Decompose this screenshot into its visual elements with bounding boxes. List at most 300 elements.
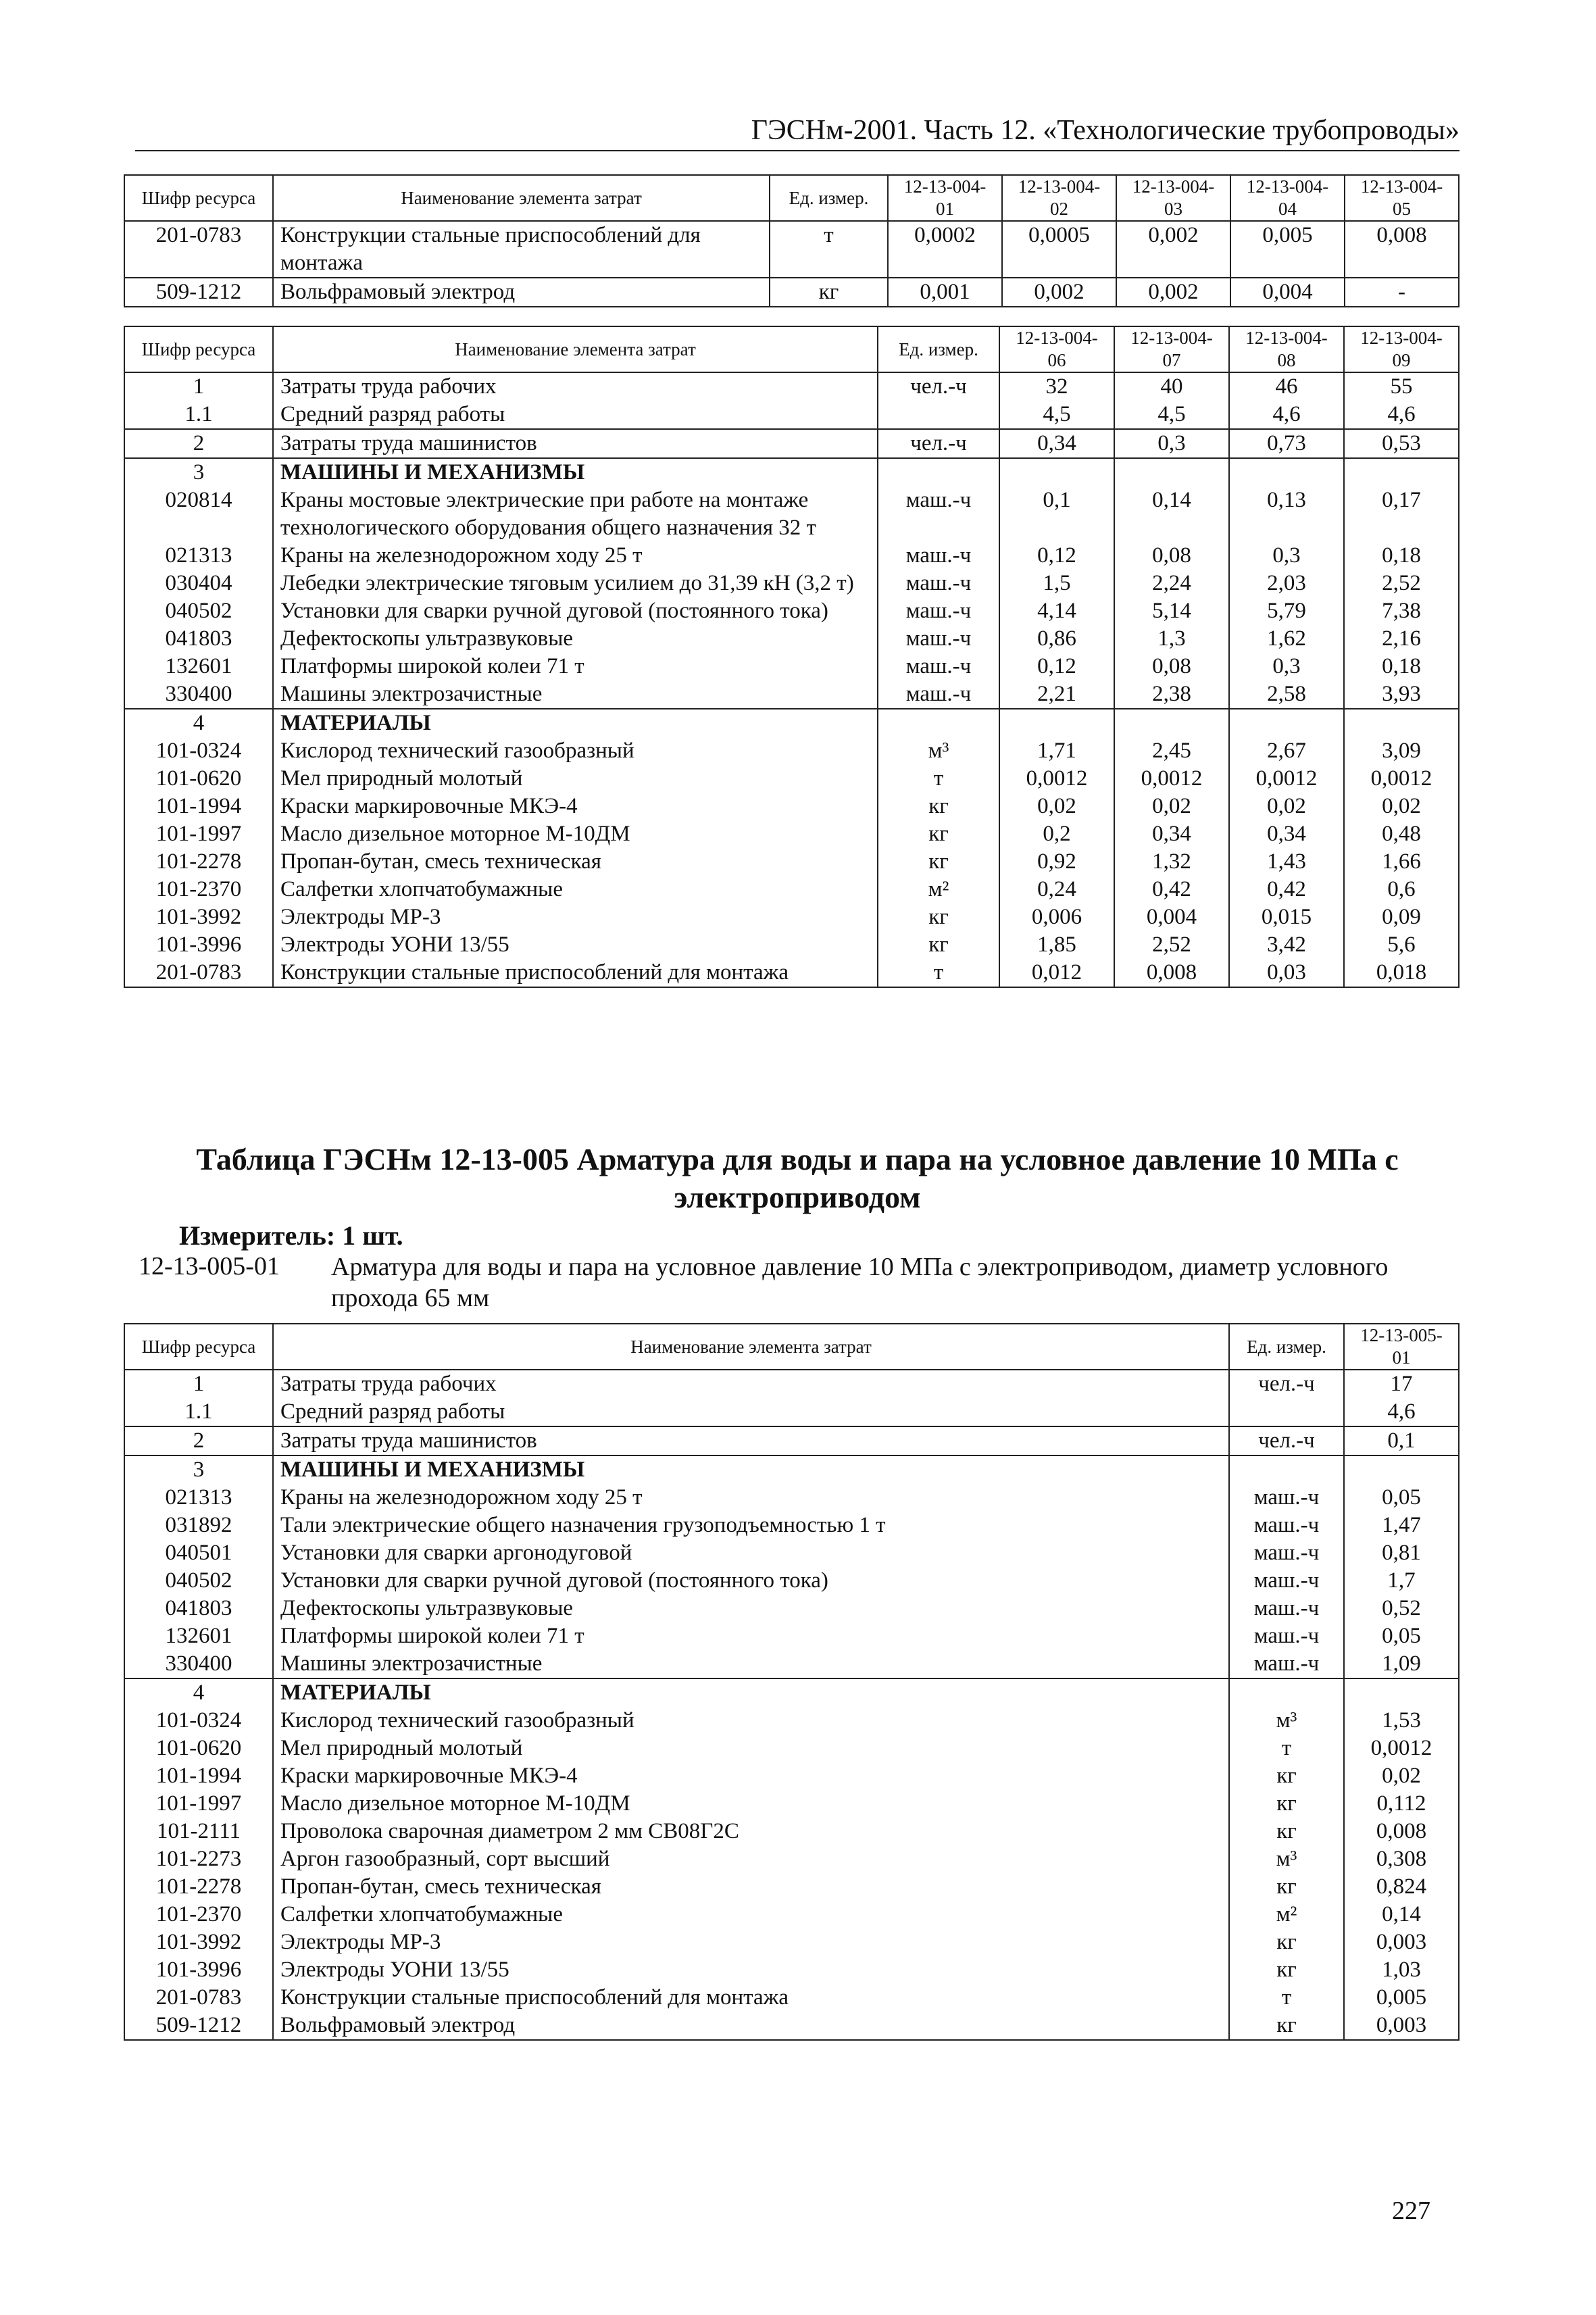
value-cell: 2,67 bbox=[1229, 737, 1344, 765]
unit-cell: кг bbox=[1229, 1928, 1344, 1956]
table-row bbox=[124, 793, 1459, 820]
value-cell: 0,008 bbox=[1345, 221, 1459, 278]
table-row bbox=[124, 903, 1459, 931]
value-cell: 4,5 bbox=[999, 401, 1114, 429]
table-row bbox=[124, 1539, 1459, 1567]
unit-cell: маш.-ч bbox=[1229, 1539, 1344, 1567]
resource-code-cell: 132601 bbox=[124, 653, 273, 680]
resource-code-cell: 101-2370 bbox=[124, 1901, 273, 1928]
cost-element-cell: Мел природный молотый bbox=[273, 765, 878, 793]
value-cell bbox=[1229, 709, 1344, 737]
resource-code-cell: 101-2111 bbox=[124, 1818, 273, 1845]
resource-code-cell: 101-2370 bbox=[124, 876, 273, 903]
resource-code-cell: 101-3992 bbox=[124, 903, 273, 931]
row-group bbox=[124, 1455, 1459, 1678]
column-header: 12-13-004-01 bbox=[888, 175, 1002, 221]
table-row bbox=[124, 1707, 1459, 1735]
value-cell: 1,43 bbox=[1229, 848, 1344, 876]
table-row bbox=[124, 1873, 1459, 1901]
table-row bbox=[124, 278, 1459, 307]
value-cell: 7,38 bbox=[1344, 597, 1459, 625]
cost-element-cell: Кислород технический газообразный bbox=[273, 737, 878, 765]
value-cell: 0,0012 bbox=[1114, 765, 1229, 793]
table-row bbox=[124, 1735, 1459, 1762]
unit-cell: т bbox=[770, 221, 888, 278]
value-cell: 0,004 bbox=[1230, 278, 1345, 307]
table-title: Таблица ГЭСНм 12-13-005 Арматура для воды и пара на условное давление 10 МПа с электроприводом bbox=[196, 1142, 1399, 1214]
value-cell: - bbox=[1345, 278, 1459, 307]
column-header: 12-13-004-02 bbox=[1002, 175, 1116, 221]
unit-cell: чел.-ч bbox=[1229, 1426, 1344, 1455]
value-cell: 0,02 bbox=[1229, 793, 1344, 820]
cost-element-cell: Электроды МР-3 bbox=[273, 1928, 1229, 1956]
unit-cell: маш.-ч bbox=[1229, 1512, 1344, 1539]
unit-cell: т bbox=[1229, 1984, 1344, 2012]
value-cell: 0,1 bbox=[999, 487, 1114, 542]
column-header: 12-13-005-01 bbox=[1344, 1324, 1459, 1370]
value-cell: 1,5 bbox=[999, 570, 1114, 597]
cost-element-cell: Затраты труда машинистов bbox=[273, 1426, 1229, 1455]
cost-element-cell: МАШИНЫ И МЕХАНИЗМЫ bbox=[273, 458, 878, 487]
resource-code-cell: 201-0783 bbox=[124, 959, 273, 987]
column-header: 12-13-004-05 bbox=[1345, 175, 1459, 221]
value-cell: 0,0005 bbox=[1002, 221, 1116, 278]
unit-cell: т bbox=[1229, 1735, 1344, 1762]
unit-cell: кг bbox=[770, 278, 888, 307]
unit-cell: кг bbox=[878, 848, 999, 876]
column-header: Наименование элемента затрат bbox=[273, 326, 878, 372]
value-cell: 0,0012 bbox=[1344, 1735, 1459, 1762]
value-cell: 1,3 bbox=[1114, 625, 1229, 653]
resource-code-cell: 4 bbox=[124, 1678, 273, 1707]
table-row bbox=[124, 1567, 1459, 1595]
value-cell: 0,008 bbox=[1344, 1818, 1459, 1845]
cost-element-cell: Краски маркировочные МКЭ-4 bbox=[273, 793, 878, 820]
table-row bbox=[124, 487, 1459, 542]
value-cell: 2,21 bbox=[999, 680, 1114, 709]
value-cell: 0,0012 bbox=[999, 765, 1114, 793]
value-cell: 1,53 bbox=[1344, 1707, 1459, 1735]
cost-element-cell: Салфетки хлопчатобумажные bbox=[273, 876, 878, 903]
table-row bbox=[124, 1398, 1459, 1426]
value-cell: 0,003 bbox=[1344, 2012, 1459, 2040]
value-cell: 0,0012 bbox=[1229, 765, 1344, 793]
value-cell: 5,6 bbox=[1344, 931, 1459, 959]
resource-code-cell: 101-0324 bbox=[124, 737, 273, 765]
cost-element-cell: Установки для сварки ручной дуговой (постоянного тока) bbox=[273, 1567, 1229, 1595]
cost-element-cell: Пропан-бутан, смесь техническая bbox=[273, 1873, 1229, 1901]
value-cell bbox=[1344, 709, 1459, 737]
resource-code-cell: 330400 bbox=[124, 680, 273, 709]
table-row bbox=[124, 959, 1459, 987]
value-cell: 0,02 bbox=[1344, 1762, 1459, 1790]
row-group bbox=[124, 1678, 1459, 2040]
table-row bbox=[124, 709, 1459, 737]
value-cell: 0,14 bbox=[1344, 1901, 1459, 1928]
cost-element-cell: Аргон газообразный, сорт высший bbox=[273, 1845, 1229, 1873]
value-cell: 0,112 bbox=[1344, 1790, 1459, 1818]
table-row bbox=[124, 372, 1459, 401]
table-row bbox=[124, 1762, 1459, 1790]
value-cell: 2,45 bbox=[1114, 737, 1229, 765]
cost-element-cell: Краны на железнодорожном ходу 25 т bbox=[273, 1484, 1229, 1512]
table-row bbox=[124, 765, 1459, 793]
table-row bbox=[124, 625, 1459, 653]
resource-code-cell: 1 bbox=[124, 1370, 273, 1398]
resource-code-cell: 101-3996 bbox=[124, 1956, 273, 1984]
resource-code-cell: 2 bbox=[124, 429, 273, 458]
value-cell: 1,47 bbox=[1344, 1512, 1459, 1539]
unit-cell: кг bbox=[878, 820, 999, 848]
rate-description: Арматура для воды и пара на условное давление 10 МПа с электроприводом, диаметр условного прохода 65 мм bbox=[331, 1253, 1389, 1312]
table-row bbox=[124, 1426, 1459, 1455]
value-cell: 4,6 bbox=[1344, 1398, 1459, 1426]
value-cell: 1,32 bbox=[1114, 848, 1229, 876]
unit-cell: кг bbox=[1229, 1956, 1344, 1984]
unit-cell: кг bbox=[878, 793, 999, 820]
resource-code-cell: 041803 bbox=[124, 1595, 273, 1622]
cost-element-cell: Конструкции стальные приспособлений для монтажа bbox=[273, 1984, 1229, 2012]
unit-cell bbox=[878, 458, 999, 487]
value-cell: 0,05 bbox=[1344, 1484, 1459, 1512]
value-cell: 4,6 bbox=[1344, 401, 1459, 429]
row-group bbox=[124, 1426, 1459, 1455]
table-row bbox=[124, 1595, 1459, 1622]
value-cell: 2,58 bbox=[1229, 680, 1344, 709]
unit-cell: т bbox=[878, 959, 999, 987]
value-cell: 0,14 bbox=[1114, 487, 1229, 542]
resource-code-cell: 101-0324 bbox=[124, 1707, 273, 1735]
cost-element-cell: Затраты труда машинистов bbox=[273, 429, 878, 458]
column-header: 12-13-004-04 bbox=[1230, 175, 1345, 221]
value-cell: 0,18 bbox=[1344, 653, 1459, 680]
value-cell: 3,42 bbox=[1229, 931, 1344, 959]
table-row bbox=[124, 429, 1459, 458]
value-cell: 4,14 bbox=[999, 597, 1114, 625]
column-header: Шифр ресурса bbox=[124, 175, 273, 221]
value-cell: 0,308 bbox=[1344, 1845, 1459, 1873]
resource-code-cell: 101-1997 bbox=[124, 1790, 273, 1818]
value-cell: 0,824 bbox=[1344, 1873, 1459, 1901]
resource-code-cell: 101-3996 bbox=[124, 931, 273, 959]
value-cell: 0,86 bbox=[999, 625, 1114, 653]
cost-element-cell: Краски маркировочные МКЭ-4 bbox=[273, 1762, 1229, 1790]
value-cell: 32 bbox=[999, 372, 1114, 401]
value-cell: 4,6 bbox=[1229, 401, 1344, 429]
column-header: 12-13-004-09 bbox=[1344, 326, 1459, 372]
value-cell bbox=[1229, 458, 1344, 487]
value-cell: 0,34 bbox=[1229, 820, 1344, 848]
value-cell: 1,03 bbox=[1344, 1956, 1459, 1984]
value-cell: 2,16 bbox=[1344, 625, 1459, 653]
table-12-13-004-06-09 bbox=[124, 326, 1460, 988]
cost-element-cell: Затраты труда рабочих bbox=[273, 1370, 1229, 1398]
column-header: Ед. измер. bbox=[1229, 1324, 1344, 1370]
resource-code-cell: 030404 bbox=[124, 570, 273, 597]
cost-element-cell: Вольфрамовый электрод bbox=[273, 278, 770, 307]
unit-cell: м³ bbox=[1229, 1845, 1344, 1873]
value-cell: 0,42 bbox=[1229, 876, 1344, 903]
resource-code-cell: 1.1 bbox=[124, 401, 273, 429]
cost-element-cell: Установки для сварки аргонодуговой bbox=[273, 1539, 1229, 1567]
cost-element-cell: Конструкции стальные приспособлений для монтажа bbox=[273, 221, 770, 278]
resource-code-cell: 101-1994 bbox=[124, 1762, 273, 1790]
column-header: 12-13-004-07 bbox=[1114, 326, 1229, 372]
table-row bbox=[124, 1984, 1459, 2012]
value-cell: 5,14 bbox=[1114, 597, 1229, 625]
measurement-unit: Измеритель: 1 шт. bbox=[179, 1220, 403, 1251]
unit-cell: кг bbox=[1229, 1762, 1344, 1790]
value-cell: 1,09 bbox=[1344, 1650, 1459, 1678]
table-row bbox=[124, 1512, 1459, 1539]
table-12-13-005-01 bbox=[124, 1323, 1460, 2041]
value-cell: 0,0012 bbox=[1344, 765, 1459, 793]
value-cell: 0,08 bbox=[1114, 542, 1229, 570]
value-cell: 0,2 bbox=[999, 820, 1114, 848]
unit-cell: маш.-ч bbox=[878, 487, 999, 542]
table-row bbox=[124, 1650, 1459, 1678]
resource-code-cell: 3 bbox=[124, 1455, 273, 1484]
column-header: 12-13-004-03 bbox=[1116, 175, 1230, 221]
resource-code-cell: 509-1212 bbox=[124, 2012, 273, 2040]
cost-element-cell: МАШИНЫ И МЕХАНИЗМЫ bbox=[273, 1455, 1229, 1484]
table-row bbox=[124, 876, 1459, 903]
cost-element-cell: Электроды УОНИ 13/55 bbox=[273, 931, 878, 959]
table-row bbox=[124, 1845, 1459, 1873]
table-row bbox=[124, 1678, 1459, 1707]
value-cell: 0,42 bbox=[1114, 876, 1229, 903]
table-row bbox=[124, 597, 1459, 625]
table-row bbox=[124, 1455, 1459, 1484]
unit-cell bbox=[878, 709, 999, 737]
cost-element-cell: Масло дизельное моторное М-10ДМ bbox=[273, 1790, 1229, 1818]
cost-element-cell: Машины электрозачистные bbox=[273, 680, 878, 709]
resource-code-cell: 020814 bbox=[124, 487, 273, 542]
cost-element-cell: Проволока сварочная диаметром 2 мм СВ08Г2С bbox=[273, 1818, 1229, 1845]
value-cell: 0,3 bbox=[1114, 429, 1229, 458]
unit-cell bbox=[878, 401, 999, 429]
unit-cell: маш.-ч bbox=[878, 570, 999, 597]
cost-element-cell: Вольфрамовый электрод bbox=[273, 2012, 1229, 2040]
row-group bbox=[124, 372, 1459, 429]
value-cell: 0,002 bbox=[1116, 221, 1230, 278]
value-cell: 0,34 bbox=[1114, 820, 1229, 848]
running-header: ГЭСНм-2001. Часть 12. «Технологические трубопроводы» bbox=[135, 114, 1460, 151]
value-cell bbox=[1114, 458, 1229, 487]
column-header: Ед. измер. bbox=[878, 326, 999, 372]
table-row bbox=[124, 401, 1459, 429]
table-row bbox=[124, 1484, 1459, 1512]
value-cell: 0,12 bbox=[999, 542, 1114, 570]
table-row bbox=[124, 1790, 1459, 1818]
unit-cell: маш.-ч bbox=[878, 597, 999, 625]
cost-element-cell: Масло дизельное моторное М-10ДМ bbox=[273, 820, 878, 848]
resource-code-cell: 509-1212 bbox=[124, 278, 273, 307]
value-cell: 0,015 bbox=[1229, 903, 1344, 931]
table-row bbox=[124, 931, 1459, 959]
row-group bbox=[124, 1370, 1459, 1426]
unit-cell: кг bbox=[1229, 1818, 1344, 1845]
value-cell: 0,008 bbox=[1114, 959, 1229, 987]
column-header: Наименование элемента затрат bbox=[273, 175, 770, 221]
unit-cell bbox=[1229, 1678, 1344, 1707]
value-cell: 0,0002 bbox=[888, 221, 1002, 278]
cost-element-cell: Электроды УОНИ 13/55 bbox=[273, 1956, 1229, 1984]
unit-cell: чел.-ч bbox=[878, 372, 999, 401]
resource-code-cell: 031892 bbox=[124, 1512, 273, 1539]
value-cell: 0,13 bbox=[1229, 487, 1344, 542]
table-row bbox=[124, 221, 1459, 278]
row-group bbox=[124, 429, 1459, 458]
table-row bbox=[124, 1370, 1459, 1398]
table-row bbox=[124, 2012, 1459, 2040]
resource-code-cell: 101-0620 bbox=[124, 765, 273, 793]
value-cell: 3,09 bbox=[1344, 737, 1459, 765]
row-group bbox=[124, 458, 1459, 709]
unit-cell: кг bbox=[1229, 1790, 1344, 1818]
unit-cell: кг bbox=[1229, 2012, 1344, 2040]
cost-element-cell: Средний разряд работы bbox=[273, 401, 878, 429]
cost-element-cell: МАТЕРИАЛЫ bbox=[273, 709, 878, 737]
value-cell: 0,3 bbox=[1229, 542, 1344, 570]
cost-element-cell: Лебедки электрические тяговым усилием до 31,39 кН (3,2 т) bbox=[273, 570, 878, 597]
value-cell: 0,004 bbox=[1114, 903, 1229, 931]
value-cell: 0,02 bbox=[1344, 793, 1459, 820]
value-cell: 0,001 bbox=[888, 278, 1002, 307]
cost-element-cell: Кислород технический газообразный bbox=[273, 1707, 1229, 1735]
column-header: Наименование элемента затрат bbox=[273, 1324, 1229, 1370]
resource-code-cell: 101-2278 bbox=[124, 1873, 273, 1901]
table-row bbox=[124, 458, 1459, 487]
value-cell: 5,79 bbox=[1229, 597, 1344, 625]
value-cell: 2,52 bbox=[1344, 570, 1459, 597]
resource-code-cell: 041803 bbox=[124, 625, 273, 653]
table-12-13-004-01-05 bbox=[124, 174, 1460, 307]
value-cell: 2,24 bbox=[1114, 570, 1229, 597]
unit-cell: м³ bbox=[1229, 1707, 1344, 1735]
table-row bbox=[124, 737, 1459, 765]
value-cell: 0,48 bbox=[1344, 820, 1459, 848]
table-row bbox=[124, 820, 1459, 848]
resource-code-cell: 101-3992 bbox=[124, 1928, 273, 1956]
value-cell: 2,38 bbox=[1114, 680, 1229, 709]
table-row bbox=[124, 542, 1459, 570]
value-cell: 0,1 bbox=[1344, 1426, 1459, 1455]
column-header: Ед. измер. bbox=[770, 175, 888, 221]
resource-code-cell: 4 bbox=[124, 709, 273, 737]
value-cell bbox=[1114, 709, 1229, 737]
value-cell: 0,005 bbox=[1230, 221, 1345, 278]
resource-code-cell: 101-1994 bbox=[124, 793, 273, 820]
value-cell bbox=[999, 709, 1114, 737]
value-cell bbox=[1344, 1455, 1459, 1484]
value-cell: 1,85 bbox=[999, 931, 1114, 959]
unit-cell: маш.-ч bbox=[878, 653, 999, 680]
value-cell: 0,003 bbox=[1344, 1928, 1459, 1956]
value-cell: 0,012 bbox=[999, 959, 1114, 987]
resource-code-cell: 201-0783 bbox=[124, 221, 273, 278]
value-cell: 4,5 bbox=[1114, 401, 1229, 429]
value-cell: 0,6 bbox=[1344, 876, 1459, 903]
value-cell: 0,09 bbox=[1344, 903, 1459, 931]
table-row bbox=[124, 848, 1459, 876]
unit-cell: маш.-ч bbox=[1229, 1650, 1344, 1678]
cost-element-cell: Тали электрические общего назначения грузоподъемностью 1 т bbox=[273, 1512, 1229, 1539]
cost-element-cell: Машины электрозачистные bbox=[273, 1650, 1229, 1678]
value-cell: 1,7 bbox=[1344, 1567, 1459, 1595]
unit-cell bbox=[1229, 1398, 1344, 1426]
resource-code-cell: 021313 bbox=[124, 1484, 273, 1512]
table-row bbox=[124, 653, 1459, 680]
value-cell: 0,08 bbox=[1114, 653, 1229, 680]
resource-code-cell: 101-2273 bbox=[124, 1845, 273, 1873]
cost-element-cell: Дефектоскопы ультразвуковые bbox=[273, 625, 878, 653]
cost-element-cell: Электроды МР-3 bbox=[273, 903, 878, 931]
table-row bbox=[124, 1901, 1459, 1928]
value-cell: 0,05 bbox=[1344, 1622, 1459, 1650]
resource-code-cell: 021313 bbox=[124, 542, 273, 570]
unit-cell: маш.-ч bbox=[1229, 1595, 1344, 1622]
table-row bbox=[124, 680, 1459, 709]
value-cell: 0,03 bbox=[1229, 959, 1344, 987]
cost-element-cell: Краны на железнодорожном ходу 25 т bbox=[273, 542, 878, 570]
unit-cell bbox=[1229, 1455, 1344, 1484]
value-cell: 0,12 bbox=[999, 653, 1114, 680]
unit-cell: маш.-ч bbox=[1229, 1567, 1344, 1595]
unit-cell: м² bbox=[878, 876, 999, 903]
cost-element-cell: МАТЕРИАЛЫ bbox=[273, 1678, 1229, 1707]
page-number: 227 bbox=[1392, 2197, 1430, 2225]
value-cell: 3,93 bbox=[1344, 680, 1459, 709]
resource-code-cell: 330400 bbox=[124, 1650, 273, 1678]
table-row bbox=[124, 1956, 1459, 1984]
value-cell: 0,02 bbox=[999, 793, 1114, 820]
resource-code-cell: 1.1 bbox=[124, 1398, 273, 1426]
resource-code-cell: 040502 bbox=[124, 1567, 273, 1595]
unit-cell: маш.-ч bbox=[878, 542, 999, 570]
value-cell: 0,92 bbox=[999, 848, 1114, 876]
row-group bbox=[124, 709, 1459, 987]
unit-cell: чел.-ч bbox=[1229, 1370, 1344, 1398]
value-cell: 0,002 bbox=[1002, 278, 1116, 307]
cost-element-cell: Затраты труда рабочих bbox=[273, 372, 878, 401]
value-cell: 0,3 bbox=[1229, 653, 1344, 680]
value-cell: 46 bbox=[1229, 372, 1344, 401]
value-cell: 0,02 bbox=[1114, 793, 1229, 820]
value-cell: 0,002 bbox=[1116, 278, 1230, 307]
resource-code-cell: 2 bbox=[124, 1426, 273, 1455]
table-row bbox=[124, 1818, 1459, 1845]
column-header: Шифр ресурса bbox=[124, 326, 273, 372]
cost-element-cell: Мел природный молотый bbox=[273, 1735, 1229, 1762]
value-cell: 2,52 bbox=[1114, 931, 1229, 959]
value-cell: 1,62 bbox=[1229, 625, 1344, 653]
table-row bbox=[124, 1622, 1459, 1650]
cost-element-cell: Средний разряд работы bbox=[273, 1398, 1229, 1426]
resource-code-cell: 101-0620 bbox=[124, 1735, 273, 1762]
value-cell: 2,03 bbox=[1229, 570, 1344, 597]
value-cell: 1,71 bbox=[999, 737, 1114, 765]
cost-element-cell: Платформы широкой колеи 71 т bbox=[273, 1622, 1229, 1650]
table-row bbox=[124, 1928, 1459, 1956]
resource-code-cell: 201-0783 bbox=[124, 1984, 273, 2012]
column-header: Шифр ресурса bbox=[124, 1324, 273, 1370]
value-cell: 55 bbox=[1344, 372, 1459, 401]
column-header: 12-13-004-08 bbox=[1229, 326, 1344, 372]
value-cell: 0,24 bbox=[999, 876, 1114, 903]
resource-code-cell: 3 bbox=[124, 458, 273, 487]
cost-element-cell: Дефектоскопы ультразвуковые bbox=[273, 1595, 1229, 1622]
